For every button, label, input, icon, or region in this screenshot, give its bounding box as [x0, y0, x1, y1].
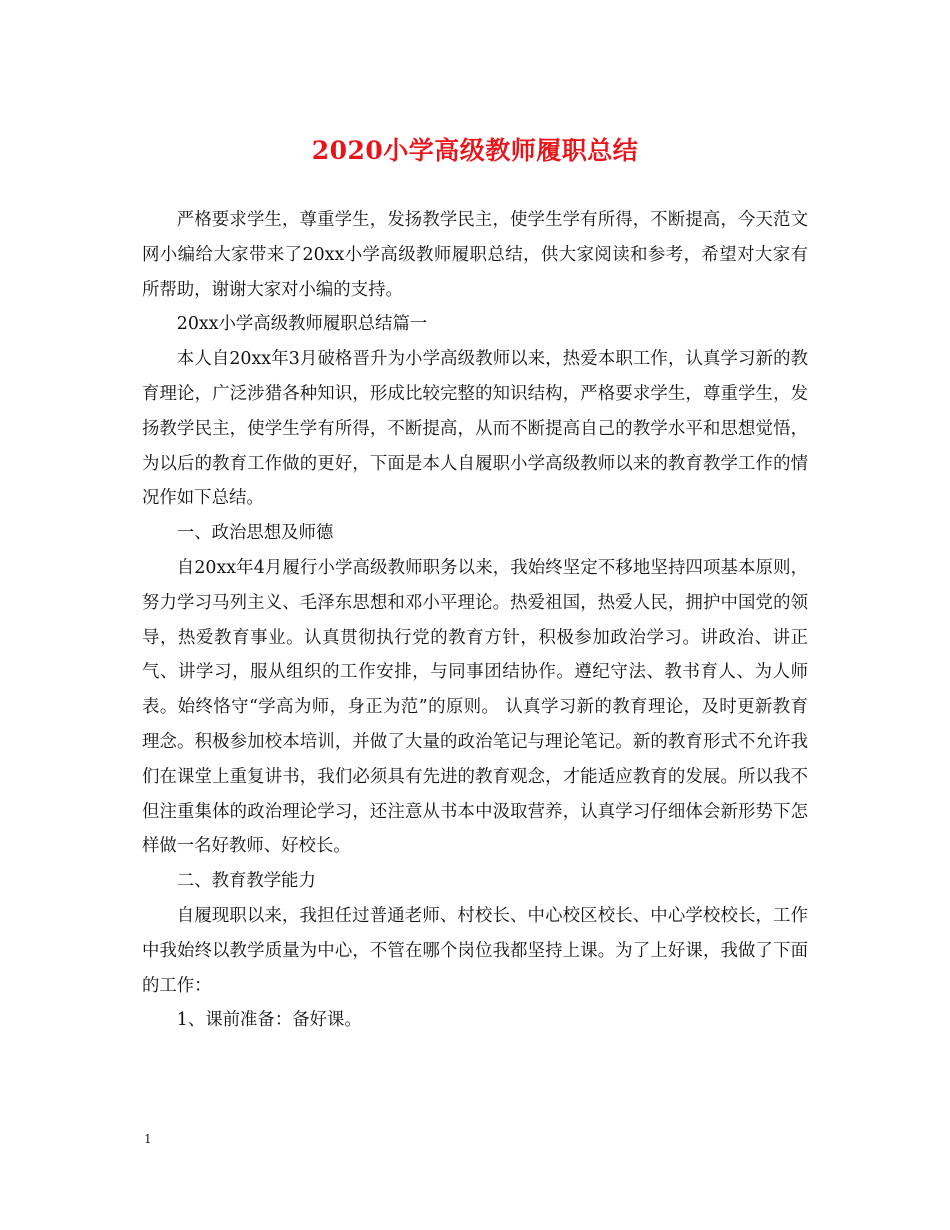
paragraph-heading-politics: 一、政治思想及师德	[176, 523, 334, 544]
paragraph-politics: 自20xx年4月履行小学高级教师职务以来，我始终坚定不移地坚持四项基本原则，努力学习马列主义、毛泽东思想和邓小平理论。热爱祖国，热爱人民，拥护中国党的领导，热爱教育事业。认真贯彻执行党的教育方针，积极参加政治学习。讲政治、讲正气、讲学习，服从组织的工作安排，与同事团结协作。遵纪守法、教书育人、为人师表。始终恪守“学高为师，身正为范”的原则。 认真学习新的教育理论，及时更新教育理念。积极参加校本培训，并做了大量的政治笔记与理论笔记。新的教育形式不允许我们在课堂上重复讲书，我们必须具有先进的教育观念，才能适应教育的发展。所以我不但注重集体的政治理论学习，还注意从书本中汲取营养，认真学习仔细体会新形势下怎样做一名好教师、好校长。	[142, 557, 808, 857]
paragraph-heading-teaching: 二、教育教学能力	[176, 871, 316, 892]
paragraph-lesson-prep: 1、课前准备：备好课。	[176, 1010, 362, 1031]
document-title: 2020小学高级教师履职总结	[311, 136, 639, 165]
page-number: 1	[144, 1132, 152, 1146]
document-body	[142, 203, 808, 1038]
paragraph-teaching: 自履现职以来，我担任过普通老师、村校长、中心校区校长、中心学校校长，工作中我始终以教学质量为中心，不管在哪个岗位我都坚持上课。为了上好课，我做了下面的工作：	[142, 905, 808, 996]
paragraph-overview: 本人自20xx年3月破格晋升为小学高级教师以来，热爱本职工作，认真学习新的教育理论，广泛涉猎各种知识，形成比较完整的知识结构，严格要求学生，尊重学生，发扬教学民主，使学生学有所得，不断提高，从而不断提高自己的教学水平和思想觉悟，为以后的教育工作做的更好，下面是本人自履职小学高级教师以来的教育教学工作的情况作如下总结。	[142, 349, 808, 509]
paragraph-section-heading: 20xx小学高级教师履职总结篇一	[176, 314, 428, 335]
paragraph-intro: 严格要求学生，尊重学生，发扬教学民主，使学生学有所得，不断提高，今天范文网小编给大家带来了20xx小学高级教师履职总结，供大家阅读和参考，希望对大家有所帮助，谢谢大家对小编的支持。	[142, 210, 808, 300]
